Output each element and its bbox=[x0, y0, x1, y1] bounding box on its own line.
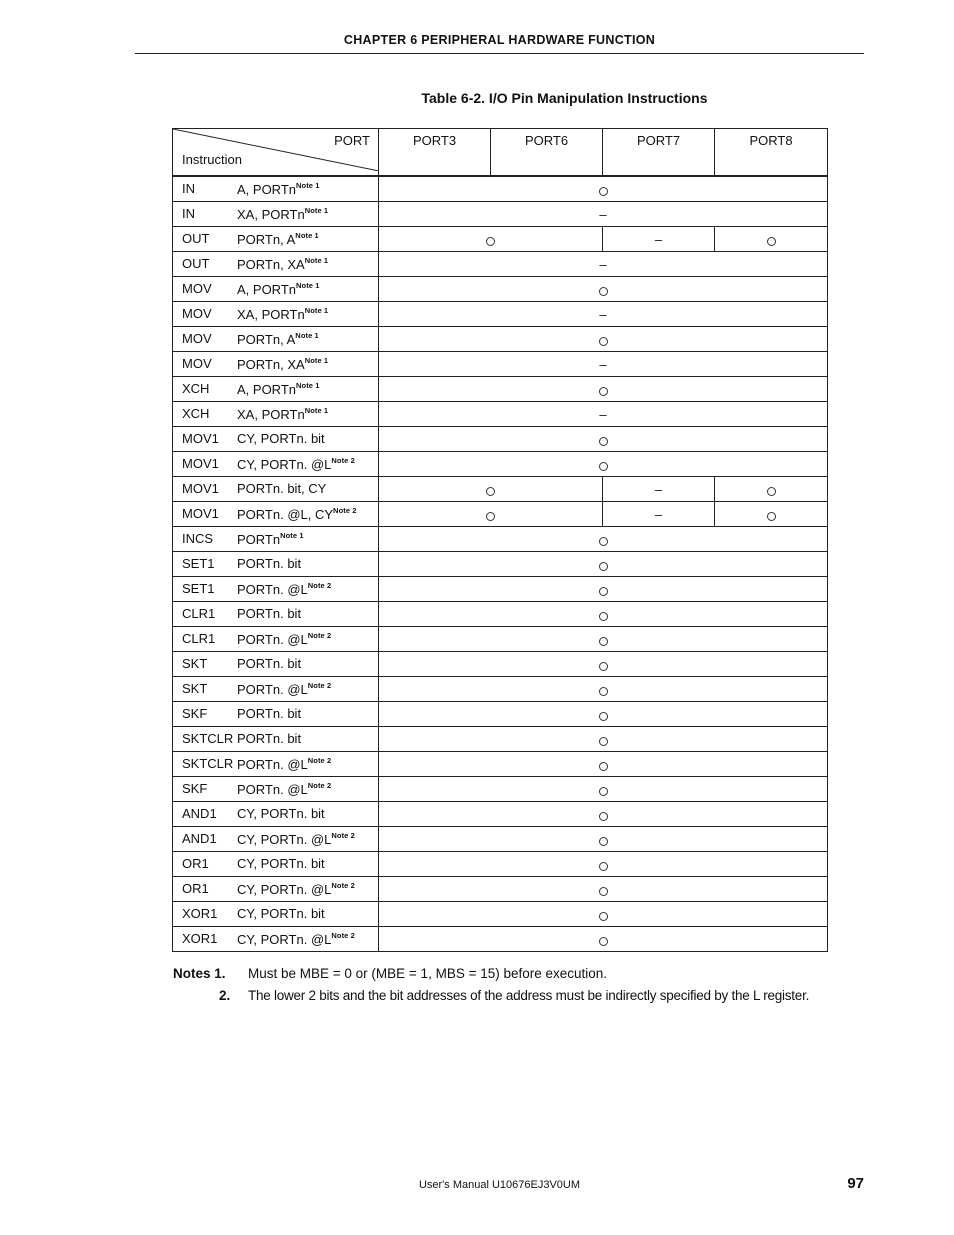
operand bbox=[237, 531, 304, 547]
operand bbox=[237, 631, 331, 647]
supported-mark bbox=[486, 487, 495, 496]
instruction-cell bbox=[173, 527, 379, 552]
note-reference: Note 1 bbox=[295, 331, 319, 340]
operand bbox=[237, 206, 328, 222]
instruction-cell bbox=[173, 502, 379, 527]
mnemonic: AND1 bbox=[182, 806, 217, 821]
instruction-cell bbox=[173, 877, 379, 902]
port-cell-port8 bbox=[715, 502, 828, 527]
supported-mark bbox=[599, 537, 608, 546]
note-2 bbox=[173, 988, 809, 1003]
operand bbox=[237, 231, 319, 247]
port-cell-all bbox=[379, 727, 828, 752]
operand-text: PORTn, A bbox=[237, 332, 296, 347]
operand-text: CY, PORTn. @L bbox=[237, 882, 332, 897]
port-cell-all bbox=[379, 677, 828, 702]
port-cell-all bbox=[379, 602, 828, 627]
table-row bbox=[173, 827, 828, 852]
mnemonic: MOV bbox=[182, 306, 212, 321]
instruction-cell bbox=[173, 627, 379, 652]
table-row bbox=[173, 327, 828, 352]
supported-mark bbox=[767, 512, 776, 521]
port-cell-all bbox=[379, 552, 828, 577]
mnemonic: MOV1 bbox=[182, 506, 219, 521]
mnemonic: MOV1 bbox=[182, 456, 219, 471]
not-supported-mark: – bbox=[599, 206, 607, 222]
operand-text: PORTn. bit bbox=[237, 656, 302, 671]
operand bbox=[237, 781, 331, 797]
table-row bbox=[173, 352, 828, 377]
operand bbox=[237, 356, 328, 372]
table-header-row bbox=[173, 129, 828, 177]
not-supported-mark: – bbox=[599, 356, 607, 372]
operand bbox=[237, 381, 320, 397]
supported-mark bbox=[599, 887, 608, 896]
port-cell-all bbox=[379, 377, 828, 402]
port-cell-all bbox=[379, 627, 828, 652]
notes-label: Notes 1. bbox=[173, 966, 226, 981]
table-row bbox=[173, 202, 828, 227]
port-cell-all bbox=[379, 176, 828, 202]
instruction-cell bbox=[173, 427, 379, 452]
note-reference: Note 2 bbox=[331, 931, 355, 940]
port-cell-all bbox=[379, 302, 828, 327]
port-cell-all bbox=[379, 277, 828, 302]
note-reference: Note 2 bbox=[307, 681, 332, 690]
operand bbox=[237, 756, 331, 772]
instruction-cell bbox=[173, 702, 379, 727]
port-cell-port8 bbox=[715, 477, 828, 502]
header-rule bbox=[135, 53, 864, 54]
supported-mark bbox=[599, 712, 608, 721]
operand-text: PORTn. bit bbox=[237, 731, 302, 746]
table-row bbox=[173, 927, 828, 952]
table-row bbox=[173, 176, 828, 202]
instruction-cell bbox=[173, 252, 379, 277]
instruction-cell bbox=[173, 727, 379, 752]
corner-port-label: PORT bbox=[334, 133, 370, 148]
table-row bbox=[173, 452, 828, 477]
port-cell-all bbox=[379, 902, 828, 927]
table-row bbox=[173, 477, 828, 502]
supported-mark bbox=[486, 237, 495, 246]
table-row bbox=[173, 527, 828, 552]
mnemonic: SKF bbox=[182, 706, 208, 721]
note-reference: Note 2 bbox=[331, 831, 355, 840]
mnemonic: MOV bbox=[182, 356, 212, 371]
table-row bbox=[173, 402, 828, 427]
instruction-cell bbox=[173, 452, 379, 477]
port-cell-port3-port6 bbox=[379, 477, 603, 502]
mnemonic: AND1 bbox=[182, 831, 217, 846]
operand bbox=[237, 556, 301, 571]
port-cell-all bbox=[379, 252, 828, 277]
supported-mark bbox=[767, 487, 776, 496]
table-row bbox=[173, 277, 828, 302]
supported-mark bbox=[599, 687, 608, 696]
operand-text: CY, PORTn. bit bbox=[237, 431, 325, 446]
manual-id: User's Manual U10676EJ3V0UM bbox=[418, 1179, 581, 1191]
instruction-cell bbox=[173, 176, 379, 202]
note-reference: Note 1 bbox=[304, 256, 329, 265]
operand bbox=[237, 406, 328, 422]
supported-mark bbox=[599, 912, 608, 921]
mnemonic: SKTCLR bbox=[182, 756, 234, 771]
port-cell-all bbox=[379, 427, 828, 452]
table-row bbox=[173, 427, 828, 452]
port-cell-port7 bbox=[603, 502, 715, 527]
column-header-port8: PORT8 bbox=[715, 129, 828, 177]
port-cell-all bbox=[379, 752, 828, 777]
table-row bbox=[173, 727, 828, 752]
supported-mark bbox=[599, 562, 608, 571]
mnemonic: XOR1 bbox=[182, 906, 218, 921]
table-row bbox=[173, 802, 828, 827]
mnemonic: SKTCLR bbox=[182, 731, 234, 746]
port-cell-port8 bbox=[715, 227, 828, 252]
port-cell-port3-port6 bbox=[379, 227, 603, 252]
table-row bbox=[173, 252, 828, 277]
mnemonic: CLR1 bbox=[182, 606, 216, 621]
operand-text: CY, PORTn. @L bbox=[237, 832, 332, 847]
supported-mark bbox=[599, 837, 608, 846]
supported-mark bbox=[599, 437, 608, 446]
table-row bbox=[173, 852, 828, 877]
column-header-port3: PORT3 bbox=[379, 129, 491, 177]
supported-mark bbox=[599, 762, 608, 771]
mnemonic: SET1 bbox=[182, 556, 215, 571]
page-number: 97 bbox=[847, 1175, 864, 1192]
port-cell-all bbox=[379, 852, 828, 877]
note-reference: Note 2 bbox=[307, 756, 332, 765]
mnemonic: OUT bbox=[182, 256, 210, 271]
corner-instruction-label: Instruction bbox=[182, 152, 242, 167]
port-cell-all bbox=[379, 452, 828, 477]
supported-mark bbox=[599, 812, 608, 821]
operand bbox=[237, 606, 301, 621]
note-2-number: 2. bbox=[219, 988, 231, 1003]
table-row bbox=[173, 902, 828, 927]
note-2-text: The lower 2 bits and the bit addresses of the address must be indirectly specified by the L register. bbox=[248, 988, 810, 1003]
port-cell-all bbox=[379, 827, 828, 852]
operand-text: A, PORTn bbox=[237, 182, 297, 197]
supported-mark bbox=[599, 862, 608, 871]
operand bbox=[237, 506, 357, 522]
mnemonic: SKT bbox=[182, 681, 208, 696]
table-corner-header bbox=[173, 129, 379, 177]
mnemonic: SKT bbox=[182, 656, 208, 671]
note-reference: Note 1 bbox=[296, 181, 320, 190]
supported-mark bbox=[599, 337, 608, 346]
not-supported-mark: – bbox=[599, 256, 607, 272]
port-cell-all bbox=[379, 402, 828, 427]
operand-text: PORTn bbox=[237, 532, 281, 547]
not-supported-mark: – bbox=[654, 506, 663, 522]
supported-mark bbox=[599, 787, 608, 796]
operand bbox=[237, 331, 319, 347]
note-reference: Note 2 bbox=[307, 781, 332, 790]
note-reference: Note 1 bbox=[304, 356, 329, 365]
note-reference: Note 2 bbox=[331, 456, 355, 465]
table-row bbox=[173, 777, 828, 802]
supported-mark bbox=[599, 587, 608, 596]
mnemonic: MOV bbox=[182, 331, 212, 346]
operand bbox=[237, 281, 320, 297]
table-row bbox=[173, 702, 828, 727]
note-reference: Note 1 bbox=[280, 531, 304, 540]
operand bbox=[237, 881, 355, 897]
table-row bbox=[173, 652, 828, 677]
instruction-cell bbox=[173, 927, 379, 952]
column-header-port6: PORT6 bbox=[491, 129, 603, 177]
operand-text: XA, PORTn bbox=[237, 307, 305, 322]
table-row bbox=[173, 677, 828, 702]
instruction-cell bbox=[173, 352, 379, 377]
operand-text: PORTn. @L, CY bbox=[237, 507, 334, 522]
table-row bbox=[173, 877, 828, 902]
note-reference: Note 1 bbox=[304, 206, 329, 215]
operand bbox=[237, 181, 320, 197]
mnemonic: CLR1 bbox=[182, 631, 216, 646]
operand bbox=[237, 656, 301, 671]
operand bbox=[237, 456, 355, 472]
mnemonic: MOV1 bbox=[182, 481, 219, 496]
operand-text: PORTn. bit bbox=[237, 606, 302, 621]
mnemonic: INCS bbox=[182, 531, 214, 546]
supported-mark bbox=[599, 662, 608, 671]
table-row bbox=[173, 627, 828, 652]
operand-text: PORTn. @L bbox=[237, 782, 308, 797]
port-cell-all bbox=[379, 802, 828, 827]
instruction-cell bbox=[173, 552, 379, 577]
mnemonic: OR1 bbox=[182, 881, 209, 896]
supported-mark bbox=[599, 737, 608, 746]
note-reference: Note 1 bbox=[296, 281, 320, 290]
note-reference: Note 2 bbox=[333, 506, 357, 515]
instruction-cell bbox=[173, 277, 379, 302]
instruction-cell bbox=[173, 227, 379, 252]
mnemonic: SKF bbox=[182, 781, 208, 796]
not-supported-mark: – bbox=[599, 306, 607, 322]
mnemonic: OUT bbox=[182, 231, 210, 246]
operand bbox=[237, 806, 325, 821]
operand bbox=[237, 706, 301, 721]
supported-mark bbox=[767, 237, 776, 246]
port-cell-all bbox=[379, 652, 828, 677]
table-row bbox=[173, 377, 828, 402]
instruction-cell bbox=[173, 852, 379, 877]
mnemonic: OR1 bbox=[182, 856, 209, 871]
note-reference: Note 2 bbox=[307, 581, 332, 590]
operand bbox=[237, 681, 331, 697]
table-row bbox=[173, 502, 828, 527]
instruction-cell bbox=[173, 202, 379, 227]
table-row bbox=[173, 227, 828, 252]
mnemonic: SET1 bbox=[182, 581, 215, 596]
port-cell-all bbox=[379, 777, 828, 802]
operand-text: PORTn. bit, CY bbox=[237, 481, 327, 496]
mnemonic: IN bbox=[182, 181, 195, 196]
instruction-cell bbox=[173, 902, 379, 927]
mnemonic: MOV bbox=[182, 281, 212, 296]
note-1 bbox=[173, 966, 607, 981]
operand-text: PORTn. @L bbox=[237, 582, 308, 597]
operand bbox=[237, 256, 328, 272]
port-cell-all bbox=[379, 877, 828, 902]
instruction-cell bbox=[173, 827, 379, 852]
supported-mark bbox=[599, 612, 608, 621]
operand-text: PORTn. bit bbox=[237, 556, 302, 571]
operand-text: XA, PORTn bbox=[237, 207, 305, 222]
not-supported-mark: – bbox=[654, 481, 663, 497]
note-reference: Note 1 bbox=[304, 406, 329, 415]
instruction-cell bbox=[173, 327, 379, 352]
port-cell-all bbox=[379, 202, 828, 227]
mnemonic: XCH bbox=[182, 406, 210, 421]
note-reference: Note 1 bbox=[304, 306, 329, 315]
operand-text: PORTn, A bbox=[237, 232, 296, 247]
not-supported-mark: – bbox=[599, 406, 607, 422]
operand bbox=[237, 856, 325, 871]
note-1-text: Must be MBE = 0 or (MBE = 1, MBS = 15) before execution. bbox=[248, 966, 608, 981]
operand-text: PORTn, XA bbox=[237, 357, 305, 372]
not-supported-mark: – bbox=[654, 231, 663, 247]
instruction-cell bbox=[173, 652, 379, 677]
port-cell-port7 bbox=[603, 477, 715, 502]
operand bbox=[237, 931, 355, 947]
instruction-cell bbox=[173, 752, 379, 777]
mnemonic: XCH bbox=[182, 381, 210, 396]
table-row bbox=[173, 602, 828, 627]
port-cell-all bbox=[379, 702, 828, 727]
port-cell-all bbox=[379, 327, 828, 352]
io-pin-instruction-table bbox=[172, 128, 828, 952]
table-row bbox=[173, 302, 828, 327]
operand-text: A, PORTn bbox=[237, 382, 297, 397]
port-cell-all bbox=[379, 352, 828, 377]
operand-text: CY, PORTn. bit bbox=[237, 806, 325, 821]
column-header-port7: PORT7 bbox=[603, 129, 715, 177]
supported-mark bbox=[599, 287, 608, 296]
port-cell-all bbox=[379, 527, 828, 552]
supported-mark bbox=[486, 512, 495, 521]
mnemonic: MOV1 bbox=[182, 431, 219, 446]
table-row bbox=[173, 577, 828, 602]
table-row bbox=[173, 552, 828, 577]
operand-text: A, PORTn bbox=[237, 282, 297, 297]
operand-text: CY, PORTn. @L bbox=[237, 932, 332, 947]
operand bbox=[237, 906, 325, 921]
port-cell-port3-port6 bbox=[379, 502, 603, 527]
supported-mark bbox=[599, 637, 608, 646]
note-reference: Note 2 bbox=[307, 631, 332, 640]
mnemonic: XOR1 bbox=[182, 931, 218, 946]
table-row bbox=[173, 752, 828, 777]
instruction-cell bbox=[173, 302, 379, 327]
instruction-cell bbox=[173, 577, 379, 602]
note-reference: Note 1 bbox=[296, 381, 320, 390]
operand bbox=[237, 306, 328, 322]
port-cell-all bbox=[379, 927, 828, 952]
note-reference: Note 1 bbox=[295, 231, 319, 240]
operand-text: PORTn. @L bbox=[237, 632, 308, 647]
chapter-header: CHAPTER 6 PERIPHERAL HARDWARE FUNCTION bbox=[343, 33, 656, 47]
operand-text: PORTn. bit bbox=[237, 706, 302, 721]
operand-text: XA, PORTn bbox=[237, 407, 305, 422]
operand-text: CY, PORTn. bit bbox=[237, 856, 325, 871]
supported-mark bbox=[599, 462, 608, 471]
port-cell-all bbox=[379, 577, 828, 602]
operand bbox=[237, 831, 355, 847]
operand-text: CY, PORTn. bit bbox=[237, 906, 325, 921]
operand-text: PORTn. @L bbox=[237, 682, 308, 697]
supported-mark bbox=[599, 187, 608, 196]
instruction-cell bbox=[173, 777, 379, 802]
instruction-cell bbox=[173, 402, 379, 427]
instruction-cell bbox=[173, 377, 379, 402]
instruction-cell bbox=[173, 677, 379, 702]
note-reference: Note 2 bbox=[331, 881, 355, 890]
operand bbox=[237, 431, 325, 446]
operand bbox=[237, 481, 326, 496]
instruction-cell bbox=[173, 602, 379, 627]
mnemonic: IN bbox=[182, 206, 195, 221]
supported-mark bbox=[599, 937, 608, 946]
instruction-cell bbox=[173, 802, 379, 827]
table-title: Table 6-2. I/O Pin Manipulation Instructions bbox=[421, 90, 708, 106]
operand bbox=[237, 731, 301, 746]
operand-text: PORTn. @L bbox=[237, 757, 308, 772]
instruction-cell bbox=[173, 477, 379, 502]
operand-text: CY, PORTn. @L bbox=[237, 457, 332, 472]
operand-text: PORTn, XA bbox=[237, 257, 305, 272]
operand bbox=[237, 581, 331, 597]
port-cell-port7 bbox=[603, 227, 715, 252]
supported-mark bbox=[599, 387, 608, 396]
